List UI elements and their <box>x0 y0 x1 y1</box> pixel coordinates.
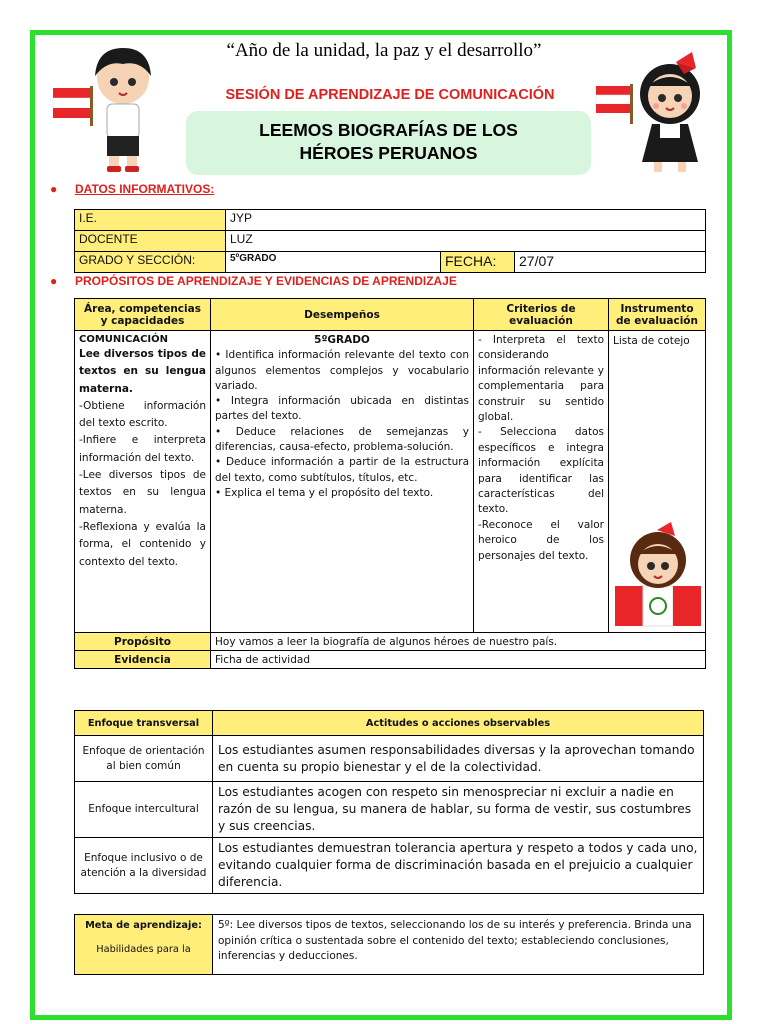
docente-label: DOCENTE <box>75 231 226 252</box>
table-row <box>75 838 704 894</box>
bullet-icon: ● <box>50 274 58 288</box>
purposes-heading: ● PROPÓSITOS DE APRENDIZAJE Y EVIDENCIAS DE APRENDIZAJE <box>50 274 457 288</box>
criterio: - Interpreta el texto considerando información relevante y complementaria para construir su sentido global. <box>478 334 604 424</box>
proposito-value: Hoy vamos a leer la biografía de algunos héroes de nuestro país. <box>211 633 706 651</box>
desempeno: • Deduce relaciones de semejanzas y diferencias, causa-efecto, problema-solución. <box>215 425 469 454</box>
enfoque-name: Enfoque de orientación al bien común <box>75 736 213 782</box>
enfoque-action: Los estudiantes asumen responsabilidades diversas y la aprovechan tomando en cuenta su propio bienestar y el de la colectividad. <box>213 736 704 782</box>
capacity: -Obtiene información del texto escrito. <box>79 399 206 430</box>
grado-value: 5ºGRADO <box>226 252 441 273</box>
desempenos-cell <box>211 331 474 633</box>
des-grade: 5ºGRADO <box>314 334 370 346</box>
table-row <box>75 782 704 838</box>
evidencia-value: Ficha de actividad <box>211 651 706 669</box>
ie-label: I.E. <box>75 210 226 231</box>
info-table <box>74 209 706 273</box>
desempeno: • Explica el tema y el propósito del texto. <box>215 486 434 499</box>
criterio: -Reconoce el valor heroico de los personajes del texto. <box>478 518 604 562</box>
col-area: Área, competencias y capacidades <box>75 299 211 331</box>
info-heading: ● DATOS INFORMATIVOS: <box>50 182 215 196</box>
proposito-label: Propósito <box>75 633 211 651</box>
area-subject: COMUNICACIÓN <box>79 334 169 345</box>
instrumento-value: Lista de cotejo <box>613 335 690 347</box>
enfoque-col2: Actitudes o acciones observables <box>213 711 704 736</box>
title-line-2: HÉROES PERUANOS <box>299 143 478 163</box>
bullet-icon: ● <box>50 182 58 196</box>
enfoques-table <box>74 710 704 894</box>
enfoque-action: Los estudiantes demuestran tolerancia apertura y respeto a todos y cada uno, evitando cualquier forma de discriminación basada en el prejuicio a cualquier diferencia. <box>213 838 704 894</box>
desempeno: • Integra información ubicada en distintas partes del texto. <box>215 395 469 423</box>
title-line-1: LEEMOS BIOGRAFÍAS DE LOS <box>259 120 518 140</box>
docente-value: LUZ <box>226 231 706 252</box>
desempeno: • Identifica información relevante del texto con algunos elementos complejos y vocabulario variado. <box>215 349 469 392</box>
criterio: - Selecciona datos específicos e integra información explícita para identificar las características del texto. <box>478 426 604 516</box>
competencies-table <box>74 298 706 669</box>
enfoque-name: Enfoque inclusivo o de atención a la diversidad <box>75 838 213 894</box>
grado-label: GRADO Y SECCIÓN: <box>75 252 226 273</box>
session-title: SESIÓN DE APRENDIZAJE DE COMUNICACIÓN <box>225 87 555 103</box>
criterios-cell <box>474 331 609 633</box>
meta-sublabel: Habilidades para la <box>96 943 191 955</box>
meta-text: 5º: Lee diversos tipos de textos, seleccionando los de su interés y preferencia. Brinda una opinión crítica o sustentada sobre el contenido del texto; estableciendo conclusiones, inferencias y deducciones. <box>213 915 704 975</box>
col-instrumento: Instrumento de evaluación <box>609 299 706 331</box>
area-cell <box>75 331 211 633</box>
motto: “Año de la unidad, la paz y el desarrollo” <box>226 40 542 61</box>
col-criterios: Criterios de evaluación <box>474 299 609 331</box>
enfoque-col1: Enfoque transversal <box>75 711 213 736</box>
meta-label-cell <box>75 915 213 975</box>
desempeno: • Deduce información a partir de la estructura del texto, como subtítulos, títulos, etc. <box>215 456 469 484</box>
evidencia-label: Evidencia <box>75 651 211 669</box>
col-desempenos: Desempeños <box>211 299 474 331</box>
page-title <box>186 111 591 175</box>
capacity: -Infiere e interpreta información del texto. <box>79 434 206 464</box>
ie-value: JYP <box>226 210 706 231</box>
fecha-label: FECHA: <box>441 252 515 273</box>
fecha-value: 27/07 <box>515 252 706 273</box>
area-competence: Lee diversos tipos de textos en su lengua materna. <box>79 348 206 395</box>
meta-label: Meta de aprendizaje: <box>85 920 202 931</box>
table-row <box>75 736 704 782</box>
instrumento-cell <box>609 331 706 633</box>
enfoque-name: Enfoque intercultural <box>75 782 213 838</box>
enfoque-action: Los estudiantes acogen con respeto sin menospreciar ni excluir a nadie en razón de su lengua, su manera de hablar, su forma de vestir, sus costumbres y sus creencias. <box>213 782 704 838</box>
capacity: -Reflexiona y evalúa la forma, el contenido y contexto del texto. <box>79 520 206 568</box>
capacity: -Lee diversos tipos de textos en su lengua materna. <box>79 469 206 516</box>
meta-table <box>74 914 704 975</box>
girl-flag-illustration <box>613 520 703 630</box>
